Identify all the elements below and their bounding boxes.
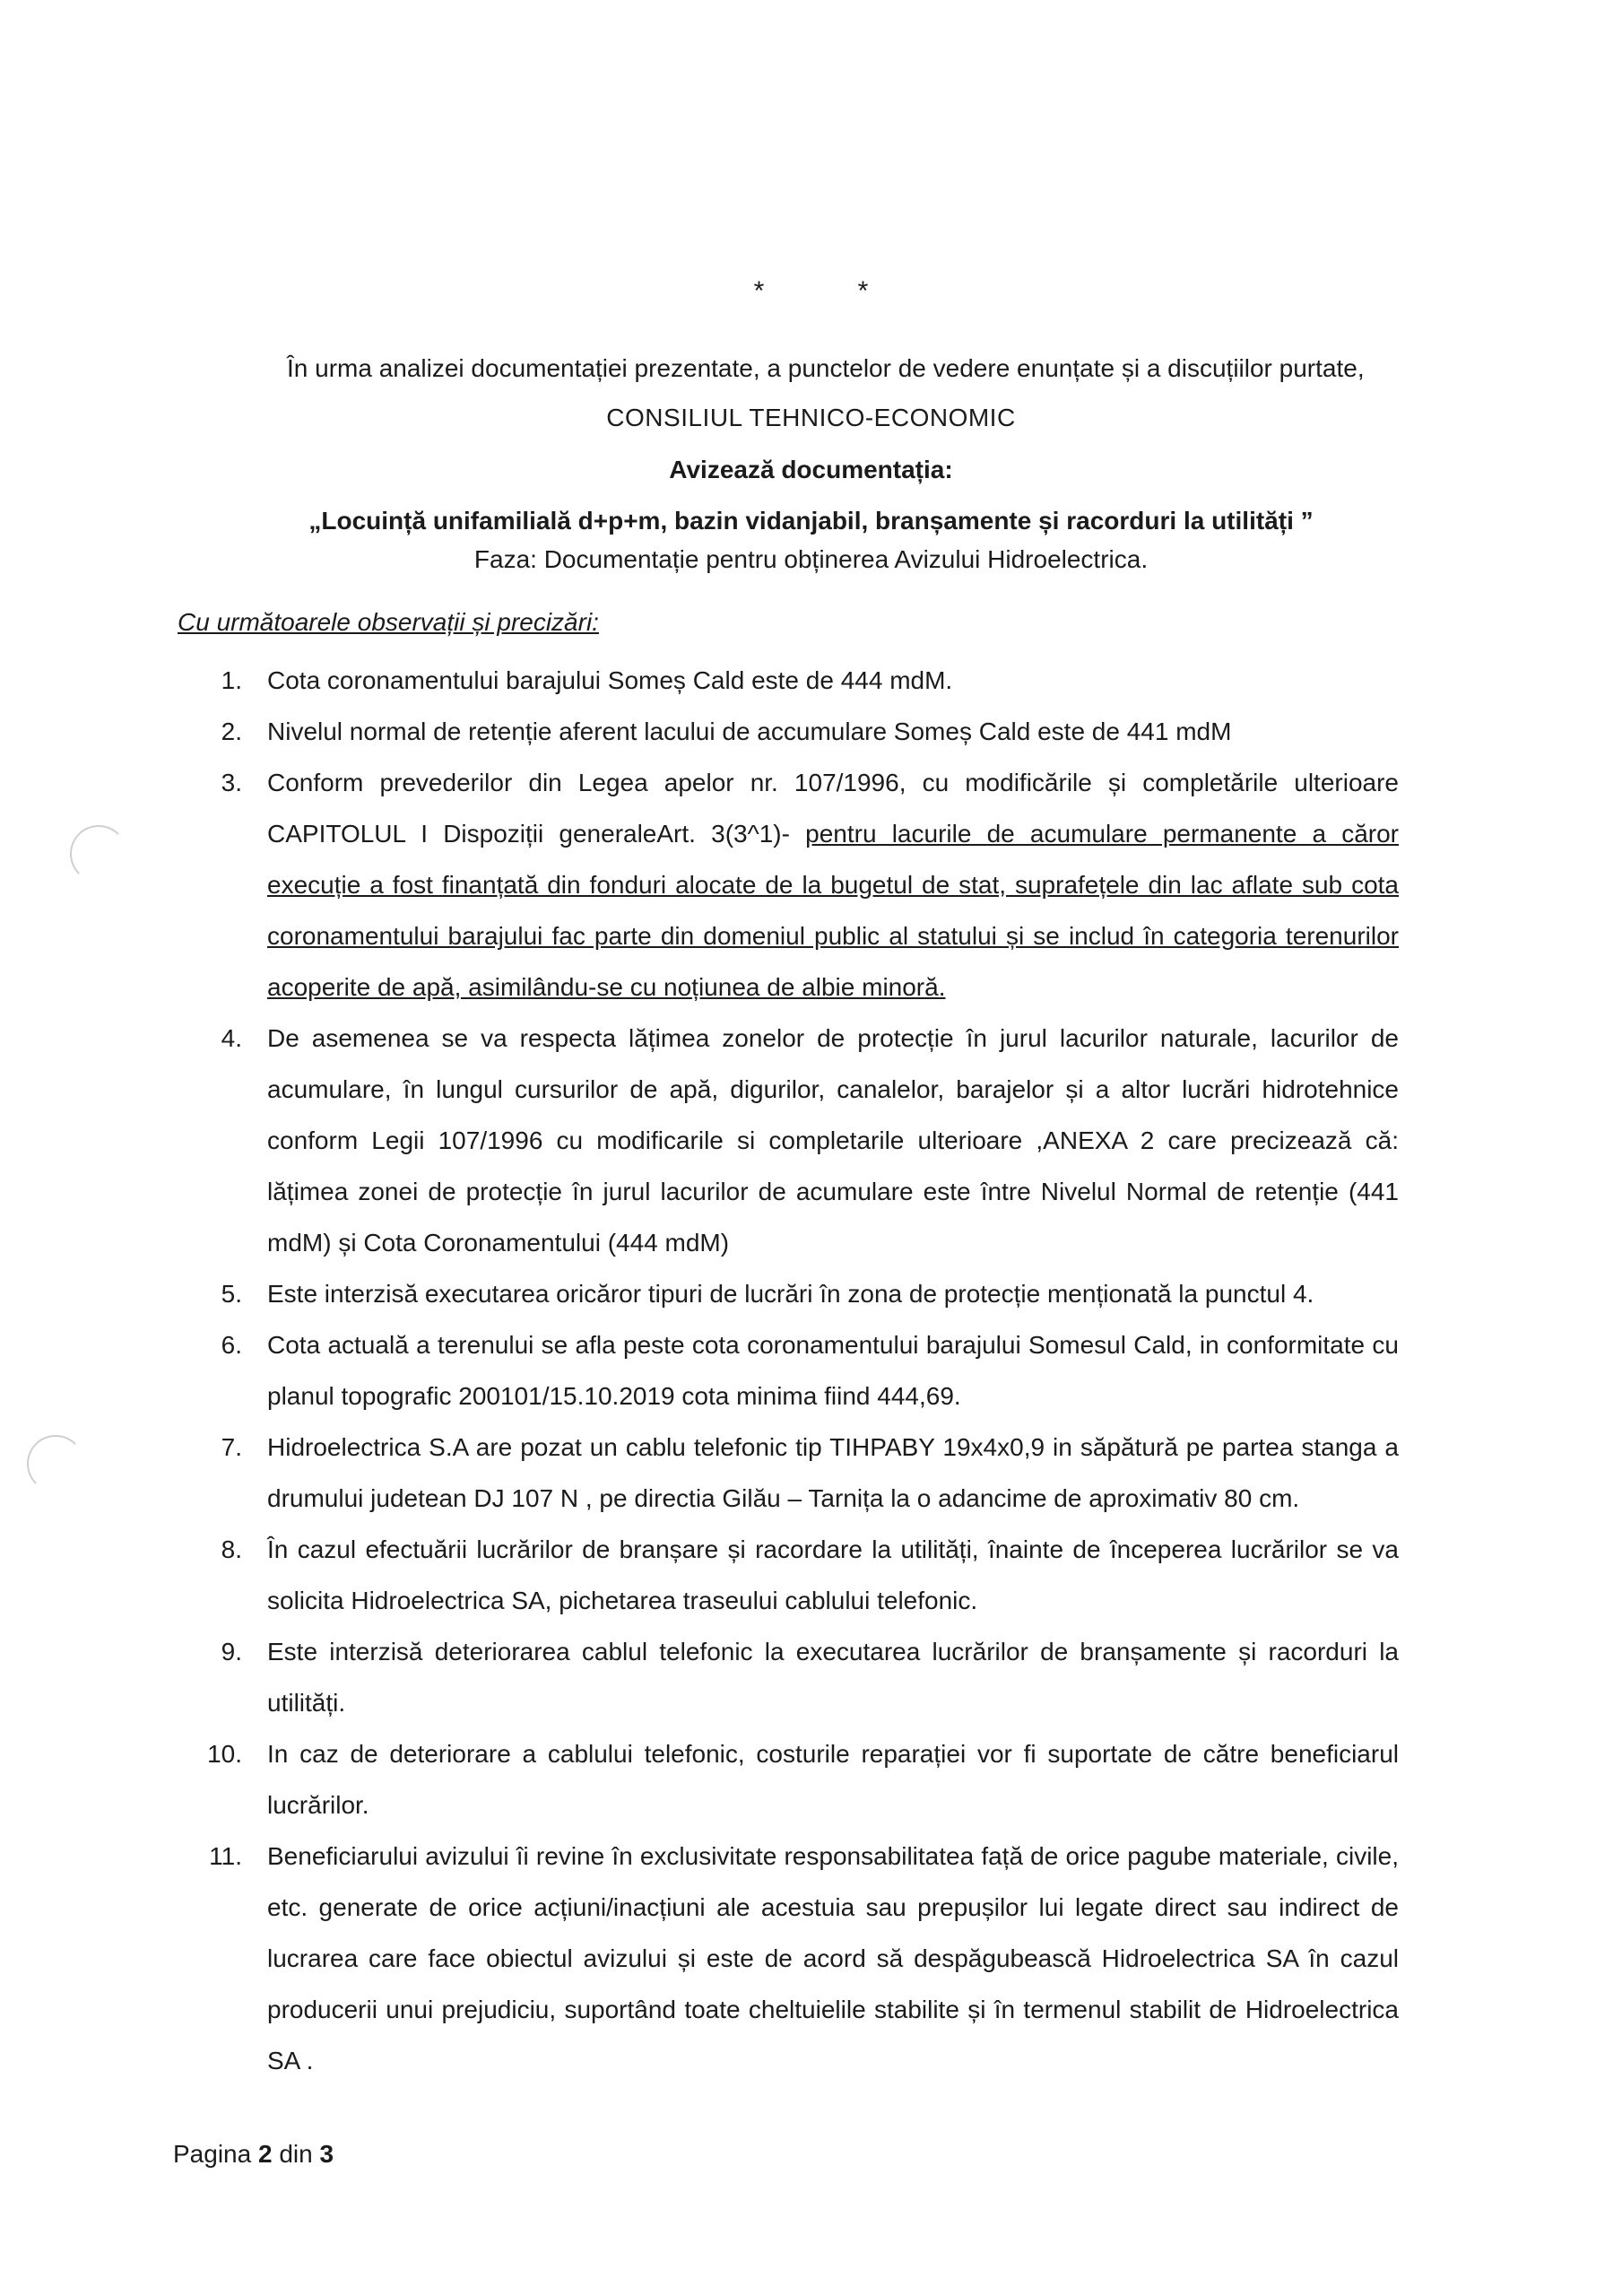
observations-heading: Cu următoarele observații și precizări: (178, 608, 599, 636)
list-item (178, 1524, 1399, 1626)
item-text: De asemenea se va respecta lățimea zonelor de protecție în jurul lacurilor naturale, lacurilor de acumulare, în lungul cursurilor de apă, digurilor, canalelor, barajelor și a altor lucrări hidrotehnice conform Legii 107/1996 cu modificarile si completarile ulterioare ,ANEXA 2 care precizează că: lățimea zonei de protecție în jurul lacurilor de acumulare este între Nivelul Normal de retenție (441 mdM) și Cota Coronamentului (444 mdM) (267, 1024, 1399, 1257)
item-number: 4. (221, 1024, 242, 1052)
item-text: Este interzisă deteriorarea cablul telefonic la executarea lucrărilor de branșamente și racorduri la utilități. (267, 1638, 1399, 1717)
item-text: În cazul efectuării lucrărilor de branșare și racordare la utilități, înainte de începerea lucrărilor se va solicita Hidroelectrica SA, pichetarea traseului cablului telefonic. (267, 1535, 1399, 1614)
approval-heading: Avizează documentația: (669, 456, 953, 483)
item-text: Cota actuală a terenului se afla peste cota coronamentului barajului Somesul Cald, in conformitate cu planul topografic 200101/15.10.2019 cota minima fiind 444,69. (267, 1331, 1399, 1410)
item-number: 7. (221, 1433, 242, 1461)
item-number: 6. (221, 1331, 242, 1359)
list-item (178, 1831, 1399, 2086)
item-number: 5. (221, 1280, 242, 1308)
item-text: Este interzisă executarea oricăror tipuri de lucrări în zona de protecție menționată la punctul 4. (267, 1280, 1314, 1308)
item-text: Cota coronamentului barajului Someș Cald este de 444 mdM. (267, 666, 953, 694)
item-number: 8. (221, 1535, 242, 1563)
list-item (178, 1013, 1399, 1268)
list-item (178, 1319, 1399, 1422)
observations-list (178, 655, 1399, 2086)
item-number: 2. (221, 718, 242, 745)
council-name: CONSILIUL TEHNICO-ECONOMIC (606, 404, 1016, 431)
list-item (178, 1268, 1399, 1319)
section-separator (0, 276, 1622, 307)
project-phase: Faza: Documentație pentru obținerea Avizului Hidroelectrica. (473, 545, 1149, 573)
page-footer (173, 2140, 334, 2169)
footer-page-total: 3 (319, 2140, 334, 2168)
list-item (178, 1422, 1399, 1524)
scan-margin-mark (27, 1435, 84, 1492)
item-number: 10. (207, 1740, 242, 1768)
asterisk: * (857, 276, 869, 306)
intro-paragraph: În urma analizei documentației prezentate, a punctelor de vedere enunțate și a discuțiilor purtate, (287, 354, 1365, 382)
item-text: Nivelul normal de retenție aferent lacului de accumulare Someș Cald este de 441 mdM (267, 718, 1232, 745)
item-text: Beneficiarului avizului îi revine în exclusivitate responsabilitatea față de orice pagube materiale, civile, etc. generate de orice acțiuni/inacțiuni ale acestuia sau prepușilor lui legate direct sau indirect de lucrarea care face obiectul avizului și este de acord să despăgubească Hidroelectrica SA în cazul producerii unui prejudiciu, suportând toate cheltuielile stabilite și în termenul stabilit de Hidroelectrica SA . (267, 1842, 1399, 2074)
list-item (178, 1728, 1399, 1831)
project-title: „Locuință unifamilială d+p+m, bazin vidanjabil, branșamente și racorduri la utilități ” (308, 507, 1314, 535)
item-text: In caz de deteriorare a cablului telefonic, costurile reparației vor fi suportate de către beneficiarul lucrărilor. (267, 1740, 1399, 1819)
item-text-underlined: pentru lacurile de acumulare permanente a căror execuție a fost finanțată din fonduri alocate de la bugetul de stat, suprafețele din lac aflate sub cota coronamentului barajului fac parte din domeniul public al statului și se includ în categoria terenurilor acoperite de apă, asimilându-se cu noțiunea de albie minoră. (267, 820, 1399, 1001)
footer-page-number: 2 (257, 2140, 273, 2168)
item-number: 9. (221, 1638, 242, 1665)
scan-margin-mark (70, 825, 127, 883)
list-item (178, 1626, 1399, 1728)
item-text: Hidroelectrica S.A are pozat un cablu telefonic tip TIHPABY 19x4x0,9 in săpătură pe partea stanga a drumului judetean DJ 107 N , pe directia Gilău – Tarnița la o adancime de aproximativ 80 cm. (267, 1433, 1399, 1512)
asterisk: * (753, 276, 765, 306)
item-number: 3. (221, 769, 242, 796)
footer-prefix: Pagina (173, 2140, 258, 2168)
list-item (178, 706, 1399, 757)
item-number: 11. (209, 1842, 242, 1870)
item-text: Conform prevederilor din Legea apelor nr. 107/1996, cu modificările și completările ulterioare CAPITOLUL I Dispoziții generaleArt. 3(3^1)- (267, 769, 1399, 848)
item-number: 1. (221, 666, 242, 694)
list-item (178, 757, 1399, 1013)
footer-middle: din (272, 2140, 320, 2168)
list-item (178, 655, 1399, 706)
